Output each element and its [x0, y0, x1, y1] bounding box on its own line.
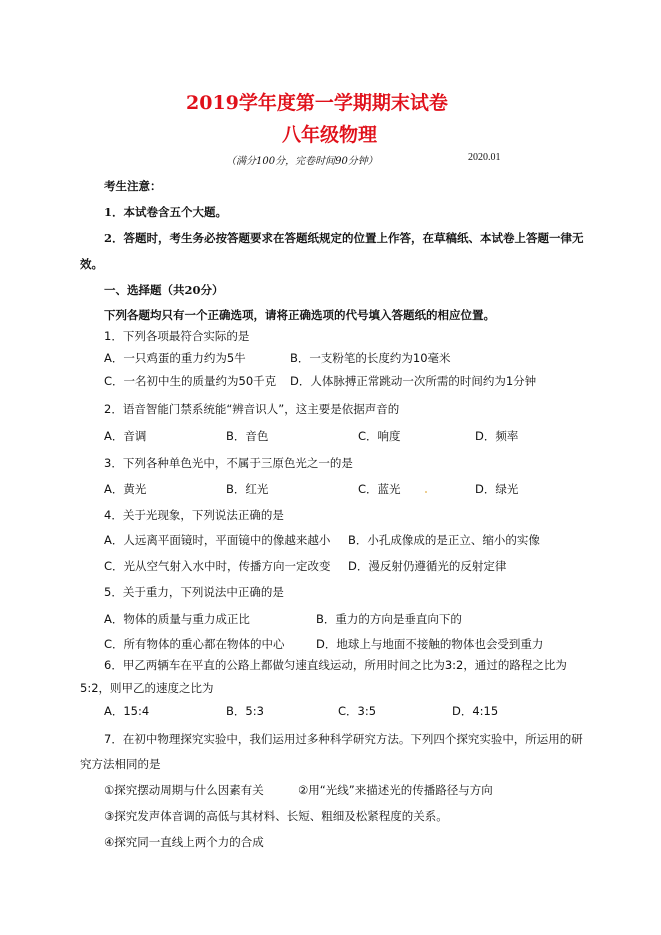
- q1-option-c: C．一名初中生的质量约为50千克: [104, 374, 277, 388]
- q7-option-1: ①探究摆动周期与什么因素有关: [104, 783, 264, 797]
- q7-stem-line-1: 7．在初中物理探究实验中，我们运用过多种科学研究方法。下列四个探究实验中，所运用的研: [104, 732, 583, 746]
- q1-option-d: D．人体脉搏正常跳动一次所需的时间约为1分钟: [290, 374, 537, 388]
- q7-option-4: ④探究同一直线上两个力的合成: [104, 835, 264, 849]
- q4-option-c: C．光从空气射入水中时，传播方向一定改变: [104, 559, 331, 573]
- q7-option-3: ③探究发声体音调的高低与其材料、长短、粗细及松紧程度的关系。: [104, 809, 448, 823]
- q7-option-2: ②用“光线”来描述光的传播路径与方向: [298, 783, 493, 797]
- q1-option-b: B．一支粉笔的长度约为10毫米: [290, 351, 451, 365]
- notice-heading: 考生注意：: [104, 179, 162, 193]
- q1-option-a: A．一只鸡蛋的重力约为5牛: [104, 351, 246, 365]
- q5-option-d: D．地球上与地面不接触的物体也会受到重力: [316, 637, 544, 651]
- q6-option-c: C．3:5: [338, 704, 377, 718]
- q5-stem: 5．关于重力，下列说法中正确的是: [104, 585, 284, 599]
- section-1-instruction: 下列各题均只有一个正确选项，请将正确选项的代号填入答题纸的相应位置。: [104, 308, 495, 322]
- q2-option-b: B．音色: [226, 429, 269, 443]
- q3-option-a: A．黄光: [104, 482, 147, 496]
- q6-option-a: A．15:4: [104, 704, 150, 718]
- exam-note: （满分100分，完卷时间90分钟）: [226, 156, 378, 167]
- q4-option-d: D．漫反射仍遵循光的反射定律: [348, 559, 507, 573]
- q2-option-c: C．响度: [358, 429, 401, 443]
- q6-option-b: B．5:3: [226, 704, 264, 718]
- q7-stem-line-2: 究方法相同的是: [80, 757, 161, 771]
- q2-stem: 2．语音智能门禁系统能“辨音识人”，这主要是依据声音的: [104, 402, 400, 416]
- speck-mark: [425, 491, 427, 493]
- q6-stem-line-1: 6．甲乙两辆车在平直的公路上都做匀速直线运动，所用时间之比为3:2，通过的路程之比为: [104, 658, 567, 672]
- q2-option-a: A．音调: [104, 429, 147, 443]
- q5-option-c: C．所有物体的重心都在物体的中心: [104, 637, 285, 651]
- q3-option-d: D．绿光: [475, 482, 519, 496]
- q3-option-c: C．蓝光: [358, 482, 401, 496]
- section-1-heading: 一、选择题（共20分）: [104, 283, 224, 297]
- q4-option-a: A．人远离平面镜时，平面镜中的像越来越小: [104, 533, 331, 547]
- q5-option-b: B．重力的方向是垂直向下的: [316, 612, 462, 626]
- notice-item-1: 1．本试卷含五个大题。: [104, 205, 228, 219]
- q3-stem: 3．下列各种单色光中，不属于三原色光之一的是: [104, 456, 353, 470]
- q6-option-d: D．4:15: [452, 704, 499, 718]
- q1-stem: 1．下列各项最符合实际的是: [104, 329, 250, 343]
- exam-subtitle: 八年级物理: [282, 124, 378, 146]
- exam-date: 2020.01: [468, 152, 501, 163]
- q2-option-d: D．频率: [475, 429, 519, 443]
- notice-item-2-line-1: 2．答题时，考生务必按答题要求在答题纸规定的位置上作答，在草稿纸、本试卷上答题一律无: [104, 231, 584, 245]
- q4-stem: 4．关于光现象，下列说法正确的是: [104, 508, 284, 522]
- q5-option-a: A．物体的质量与重力成正比: [104, 612, 250, 626]
- q4-option-b: B．小孔成像成的是正立、缩小的实像: [348, 533, 540, 547]
- exam-title: 2019学年度第一学期期末试卷: [186, 92, 448, 114]
- q6-stem-line-2: 5:2，则甲乙的速度之比为: [80, 681, 214, 695]
- notice-item-2-line-2: 效。: [80, 257, 103, 271]
- q3-option-b: B．红光: [226, 482, 269, 496]
